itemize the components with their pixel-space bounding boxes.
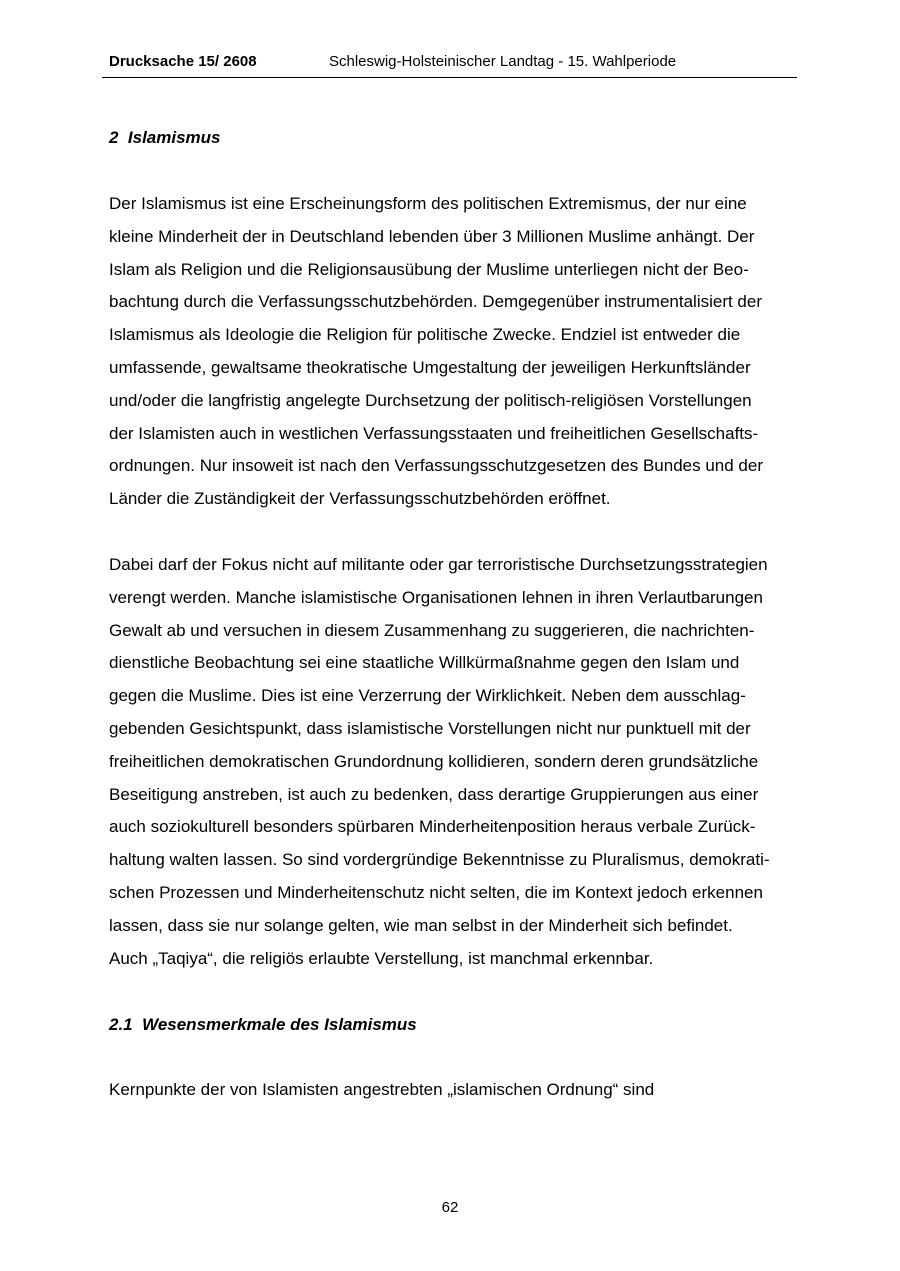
paragraph-line: Islam als Religion und die Religionsausübung der Muslime unterliegen nicht der Beo-: [109, 259, 749, 279]
page-number: 62: [441, 1199, 459, 1216]
paragraph-line: haltung walten lassen. So sind vordergründige Bekenntnisse zu Pluralismus, demokrati-: [109, 850, 770, 870]
section-heading: 2 Islamismus: [109, 128, 221, 147]
page-header: [102, 50, 797, 78]
paragraph-line: freiheitlichen demokratischen Grundordnung kollidieren, sondern deren grundsätzliche: [109, 751, 759, 771]
paragraph-line: und/oder die langfristig angelegte Durchsetzung der politisch-religiösen Vorstellungen: [109, 390, 752, 410]
paragraph-line: Auch „Taqiya“, die religiös erlaubte Verstellung, ist manchmal erkennbar.: [109, 948, 654, 968]
paragraph-3: [109, 1074, 795, 1107]
paragraph-line: bachtung durch die Verfassungsschutzbehörden. Demgegenüber instrumentalisiert der: [109, 292, 763, 312]
document-organization: Schleswig-Holsteinischer Landtag - 15. Wahlperiode: [329, 53, 677, 70]
document-number: Drucksache 15/ 2608: [109, 53, 257, 70]
paragraph-line: Länder die Zuständigkeit der Verfassungsschutzbehörden eröffnet.: [109, 489, 611, 509]
paragraph-line: umfassende, gewaltsame theokratische Umgestaltung der jeweiligen Herkunftsländer: [109, 357, 751, 377]
paragraph-line: Islamismus als Ideologie die Religion für politische Zwecke. Endziel ist entweder die: [109, 325, 741, 345]
paragraph-line: Dabei darf der Fokus nicht auf militante oder gar terroristische Durchsetzungsstrategien: [109, 555, 768, 574]
paragraph-line: lassen, dass sie nur solange gelten, wie man selbst in der Minderheit sich befindet.: [109, 915, 733, 935]
paragraph-line: gegen die Muslime. Dies ist eine Verzerrung der Wirklichkeit. Neben dem ausschlag-: [109, 686, 746, 706]
paragraph-line: verengt werden. Manche islamistische Organisationen lehnen in ihren Verlautbarungen: [109, 587, 763, 607]
paragraph-2: [109, 549, 795, 975]
subsection-heading: 2.1 Wesensmerkmale des Islamismus: [109, 1015, 417, 1034]
paragraph-line: kleine Minderheit der in Deutschland lebenden über 3 Millionen Muslime anhängt. Der: [109, 226, 755, 246]
paragraph-line: dienstliche Beobachtung sei eine staatliche Willkürmaßnahme gegen den Islam und: [109, 653, 740, 673]
paragraph-line: Beseitigung anstreben, ist auch zu bedenken, dass derartige Gruppierungen aus einer: [109, 784, 759, 804]
paragraph-line: der Islamisten auch in westlichen Verfassungsstaaten und freiheitlichen Gesellschafts-: [109, 423, 759, 443]
paragraph-line: schen Prozessen und Minderheitenschutz nicht selten, die im Kontext jedoch erkennen: [109, 882, 763, 902]
paragraph-line: gebenden Gesichtspunkt, dass islamistische Vorstellungen nicht nur punktuell mit der: [109, 718, 751, 738]
paragraph-line: Kernpunkte der von Islamisten angestrebten „islamischen Ordnung“ sind: [109, 1080, 655, 1099]
paragraph-1: [109, 188, 795, 516]
paragraph-line: Der Islamismus ist eine Erscheinungsform des politischen Extremismus, der nur eine: [109, 194, 747, 213]
paragraph-line: auch soziokulturell besonders spürbaren Minderheitenposition heraus verbale Zurück-: [109, 817, 756, 837]
paragraph-line: Gewalt ab und versuchen in diesem Zusammenhang zu suggerieren, die nachrichten-: [109, 620, 755, 640]
paragraph-line: ordnungen. Nur insoweit ist nach den Verfassungsschutzgesetzen des Bundes und der: [109, 456, 763, 476]
